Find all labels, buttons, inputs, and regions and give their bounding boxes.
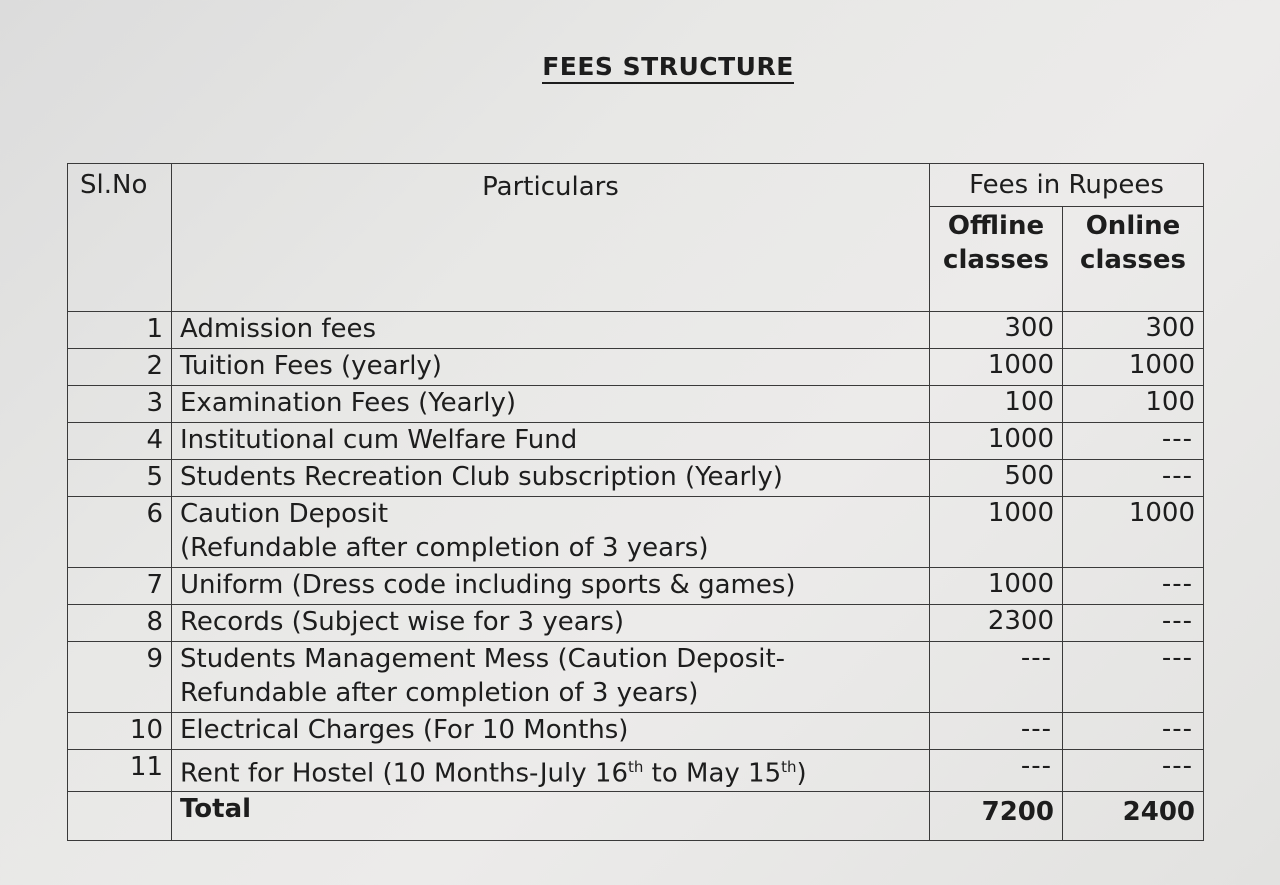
row-sl-no: 5 bbox=[68, 460, 172, 497]
row-sl-no: 3 bbox=[68, 386, 172, 423]
row-online-fee: 1000 bbox=[1063, 497, 1204, 568]
row-particular-line1: Caution Deposit bbox=[180, 499, 389, 529]
row-online-fee: --- bbox=[1063, 750, 1204, 792]
row-online-fee: 100 bbox=[1063, 386, 1204, 423]
row-offline-fee: 1000 bbox=[930, 497, 1063, 568]
header-particulars: Particulars bbox=[172, 164, 930, 312]
row-offline-fee: 300 bbox=[930, 312, 1063, 349]
header-offline-line2: classes bbox=[943, 245, 1049, 275]
row-online-fee: --- bbox=[1063, 460, 1204, 497]
table-row bbox=[68, 568, 1204, 605]
row-online-fee: --- bbox=[1063, 605, 1204, 642]
row-offline-fee: 1000 bbox=[930, 568, 1063, 605]
row-offline-fee: 100 bbox=[930, 386, 1063, 423]
header-online-line1: Online bbox=[1085, 211, 1181, 241]
table-row bbox=[68, 605, 1204, 642]
row-particular-part: Rent for Hostel (10 Months-July 16 bbox=[180, 758, 628, 789]
total-online: 2400 bbox=[1063, 791, 1204, 840]
total-label: Total bbox=[172, 791, 930, 840]
table-row bbox=[68, 713, 1204, 750]
row-online-fee: --- bbox=[1063, 713, 1204, 750]
table-row bbox=[68, 642, 1204, 713]
header-sl-no: Sl.No bbox=[68, 164, 172, 312]
row-online-fee: --- bbox=[1063, 568, 1204, 605]
row-particular-part: ) bbox=[796, 758, 807, 789]
table-row bbox=[68, 312, 1204, 349]
header-fees-in-rupees: Fees in Rupees bbox=[930, 164, 1204, 207]
table-row bbox=[68, 349, 1204, 386]
row-offline-fee: 500 bbox=[930, 460, 1063, 497]
row-particular: Examination Fees (Yearly) bbox=[172, 386, 930, 423]
row-sl-no: 9 bbox=[68, 642, 172, 713]
row-particular: Tuition Fees (yearly) bbox=[172, 349, 930, 386]
page-title bbox=[0, 52, 1280, 81]
row-particular: Electrical Charges (For 10 Months) bbox=[172, 713, 930, 750]
table-row bbox=[68, 423, 1204, 460]
row-particular-part: to May 15 bbox=[643, 758, 782, 789]
row-offline-fee: 1000 bbox=[930, 423, 1063, 460]
superscript-th: th bbox=[781, 758, 797, 776]
row-sl-no: 10 bbox=[68, 713, 172, 750]
header-online-line2: classes bbox=[1080, 245, 1186, 275]
header-offline-classes bbox=[930, 207, 1063, 312]
row-particular: Uniform (Dress code including sports & games) bbox=[172, 568, 930, 605]
table-row bbox=[68, 386, 1204, 423]
row-offline-fee: --- bbox=[930, 750, 1063, 792]
header-offline-line1: Offline bbox=[947, 211, 1045, 241]
row-offline-fee: 2300 bbox=[930, 605, 1063, 642]
row-sl-no: 1 bbox=[68, 312, 172, 349]
row-sl-no: 2 bbox=[68, 349, 172, 386]
total-offline: 7200 bbox=[930, 791, 1063, 840]
row-particular: Institutional cum Welfare Fund bbox=[172, 423, 930, 460]
row-online-fee: 300 bbox=[1063, 312, 1204, 349]
table-row bbox=[68, 460, 1204, 497]
table-row bbox=[68, 497, 1204, 568]
row-offline-fee: 1000 bbox=[930, 349, 1063, 386]
row-online-fee: --- bbox=[1063, 423, 1204, 460]
row-online-fee: --- bbox=[1063, 642, 1204, 713]
fees-table bbox=[67, 163, 1204, 841]
row-particular-line2: (Refundable after completion of 3 years) bbox=[180, 533, 709, 563]
row-online-fee: 1000 bbox=[1063, 349, 1204, 386]
row-particular bbox=[172, 750, 930, 792]
row-sl-no: 7 bbox=[68, 568, 172, 605]
row-offline-fee: --- bbox=[930, 713, 1063, 750]
page-title-text: FEES STRUCTURE bbox=[542, 52, 794, 84]
row-sl-no: 6 bbox=[68, 497, 172, 568]
row-sl-no: 8 bbox=[68, 605, 172, 642]
row-particular bbox=[172, 497, 930, 568]
row-particular: Records (Subject wise for 3 years) bbox=[172, 605, 930, 642]
row-sl-no: 11 bbox=[68, 750, 172, 792]
row-sl-no: 4 bbox=[68, 423, 172, 460]
superscript-th: th bbox=[628, 758, 644, 776]
row-particular-line1: Students Management Mess (Caution Deposit- bbox=[180, 644, 786, 674]
row-particular bbox=[172, 642, 930, 713]
row-particular: Students Recreation Club subscription (Yearly) bbox=[172, 460, 930, 497]
table-row bbox=[68, 750, 1204, 792]
row-particular: Admission fees bbox=[172, 312, 930, 349]
row-offline-fee: --- bbox=[930, 642, 1063, 713]
row-particular-line2: Refundable after completion of 3 years) bbox=[180, 678, 699, 708]
total-row bbox=[68, 791, 1204, 840]
total-empty-cell bbox=[68, 791, 172, 840]
header-online-classes bbox=[1063, 207, 1204, 312]
